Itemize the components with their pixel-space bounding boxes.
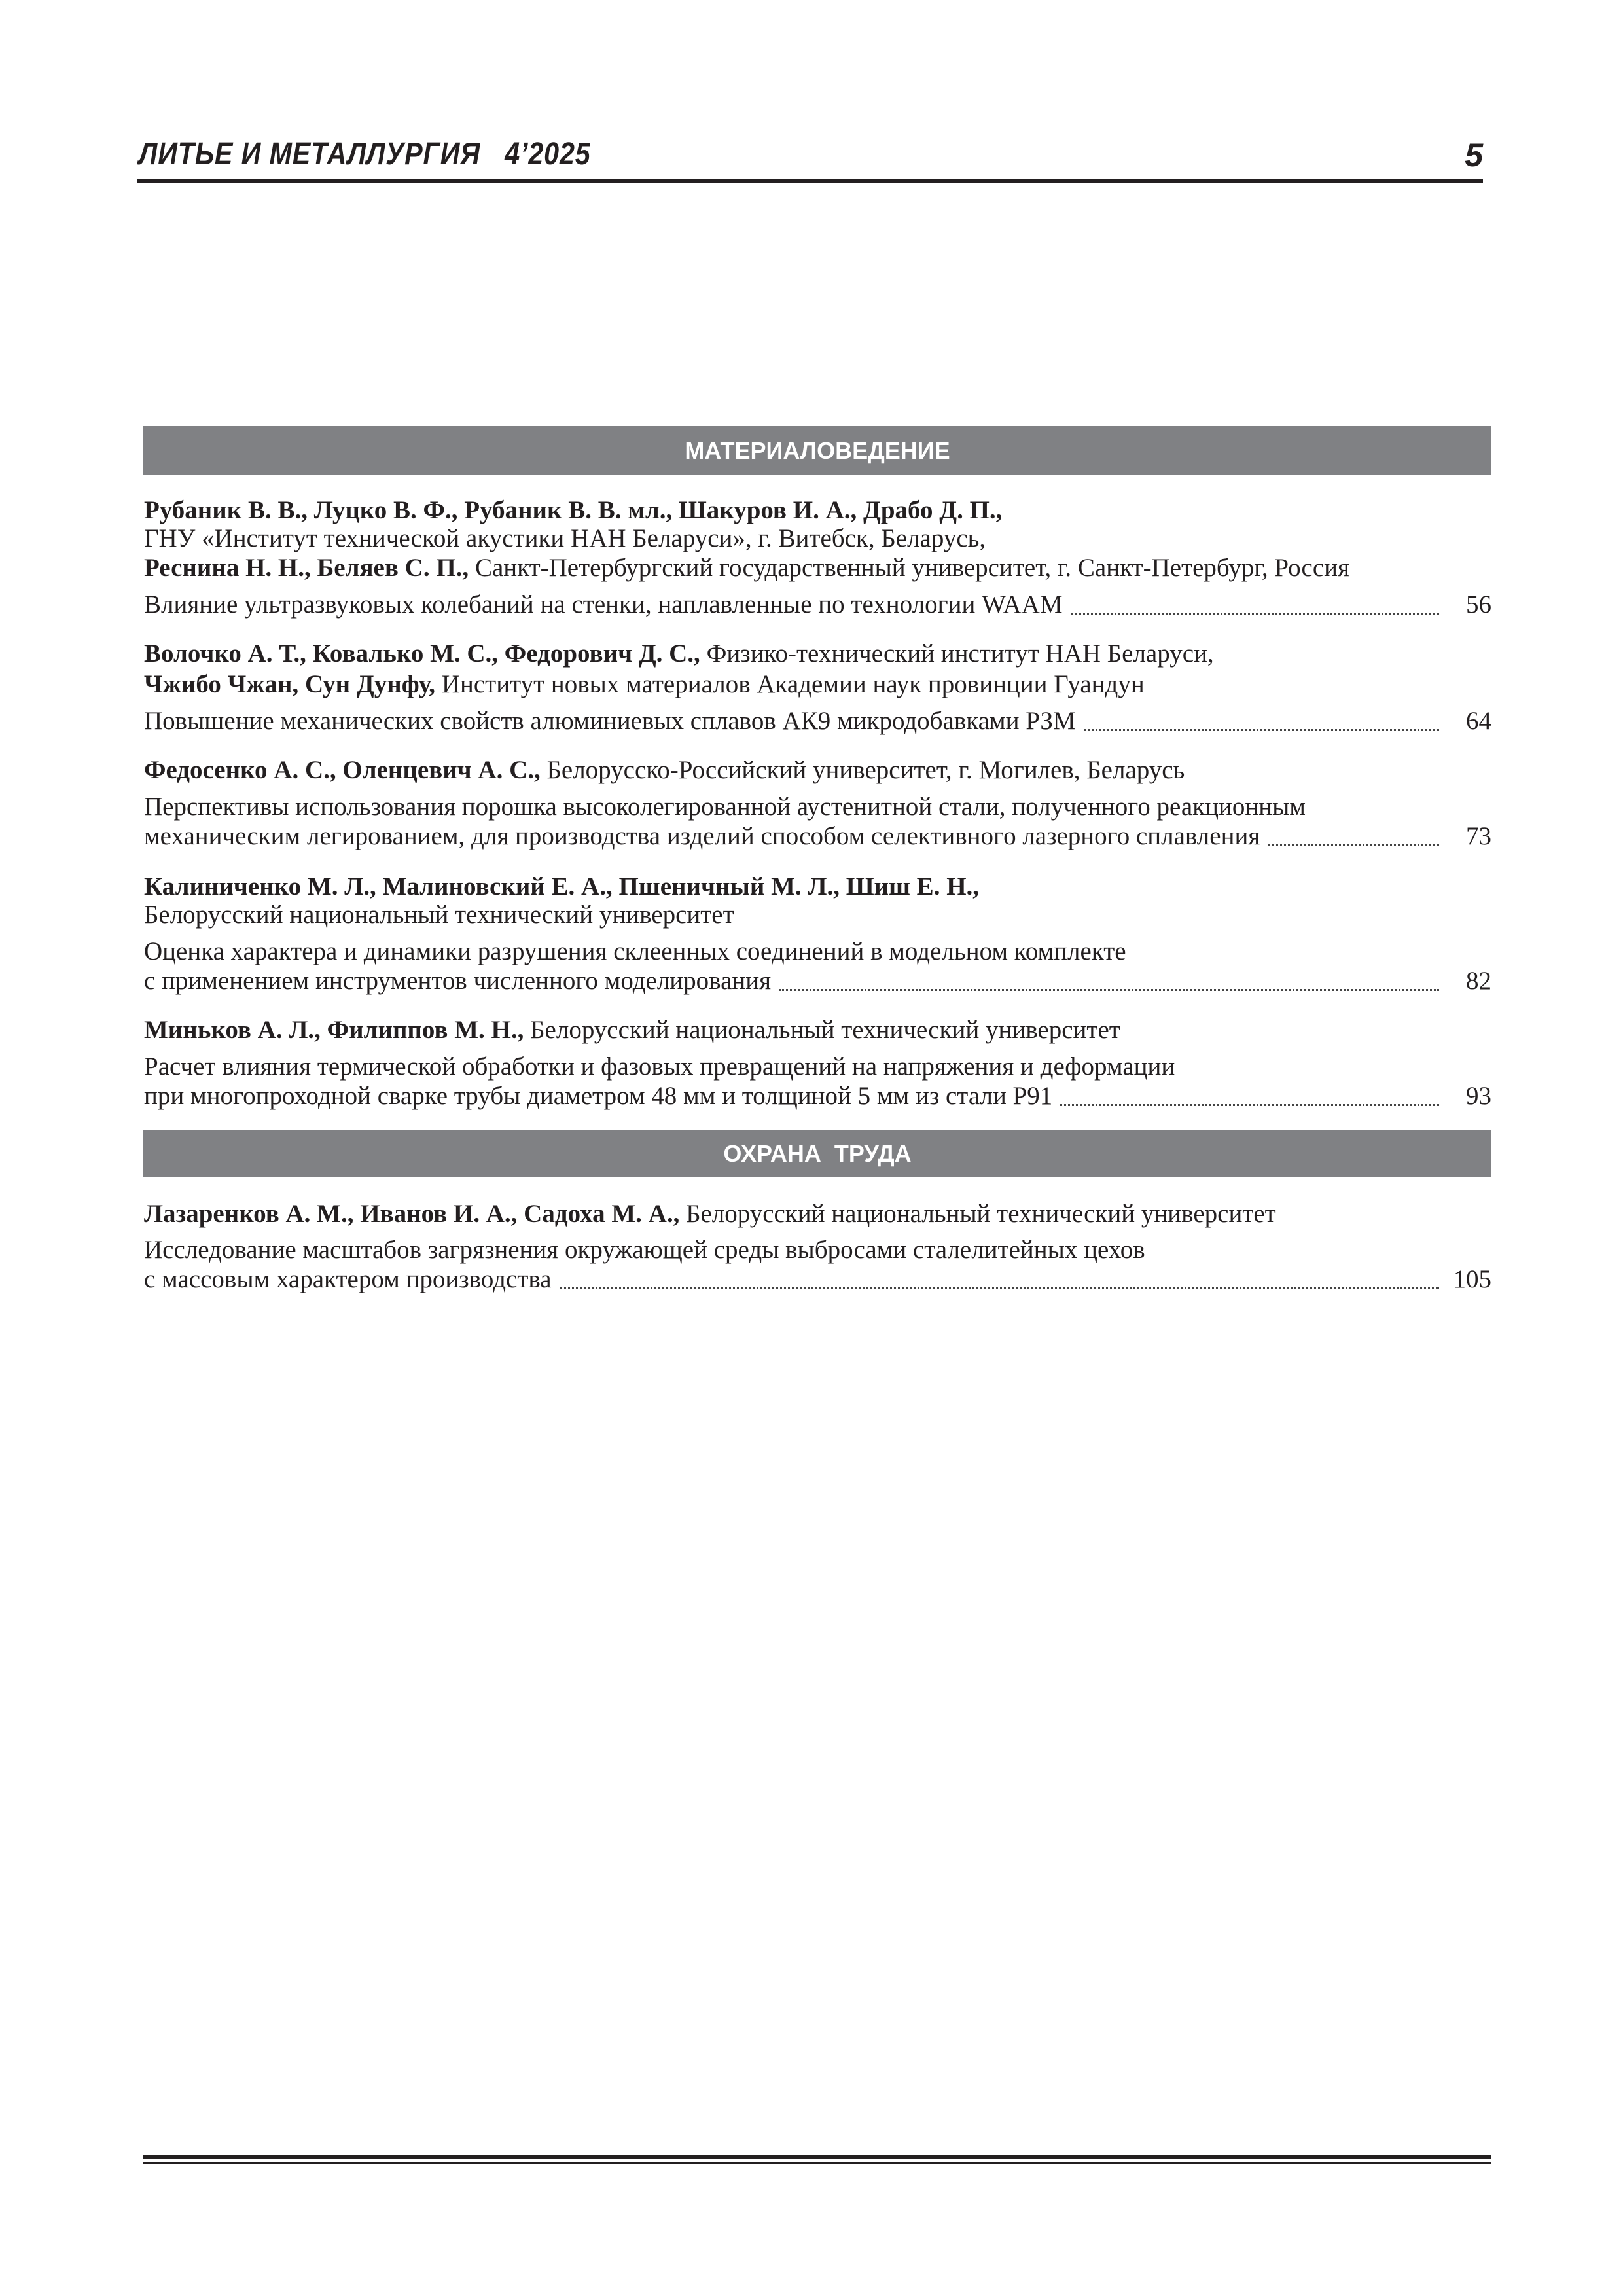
article-title: Исследование масштабов загрязнения окружающей среды выбросами сталелитейных цехов (144, 1236, 1145, 1264)
author-line (144, 756, 1491, 785)
toc-entry-link[interactable] (144, 1265, 1491, 1294)
author-line (144, 639, 1491, 668)
affiliation: Институт новых материалов Академии наук провинции Гуандун (435, 670, 1145, 698)
article-title[interactable]: с применением инструментов численного моделирования (144, 967, 772, 995)
toc-entry-link[interactable] (144, 822, 1491, 851)
footer-rule-thick (143, 2155, 1491, 2159)
article-page-number[interactable]: 64 (1466, 707, 1491, 735)
affiliation: ГНУ «Институт технической акустики НАН Беларуси», г. Витебск, Беларусь, (144, 524, 986, 552)
header-rule (137, 179, 1483, 183)
dot-leader (560, 1281, 1439, 1289)
author-names: Федосенко А. С., Оленцевич А. С., (144, 756, 541, 784)
dot-leader (779, 982, 1439, 991)
article-page-number[interactable]: 73 (1466, 822, 1491, 850)
affiliation: Физико-технический институт НАН Беларуси, (700, 639, 1214, 668)
toc-entry-link[interactable] (144, 967, 1491, 996)
author-line (144, 554, 1491, 583)
dot-leader (1060, 1098, 1439, 1106)
author-names: Лазаренков А. М., Иванов И. А., Садоха М. А., (144, 1200, 680, 1228)
author-names: Чжибо Чжан, Сун Дунфу, (144, 670, 436, 698)
journal-title: ЛИТЬЕ И МЕТАЛЛУРГИЯ 4’2025 (139, 137, 591, 171)
article-title[interactable]: при многопроходной сварке трубы диаметром 48 мм и толщиной 5 мм из стали Р91 (144, 1082, 1053, 1110)
section-header: МАТЕРИАЛОВЕДЕНИЕ (143, 426, 1491, 475)
article-page-number[interactable]: 56 (1466, 590, 1491, 619)
article-page-number[interactable]: 82 (1466, 967, 1491, 995)
author-line (144, 524, 1491, 553)
article-title[interactable]: Повышение механических свойств алюминиевых сплавов АК9 микродобавками РЗМ (144, 707, 1076, 735)
article-title-line (144, 1052, 1491, 1081)
affiliation: Белорусский национальный технический университет (144, 901, 734, 929)
dot-leader (1071, 606, 1439, 615)
author-names: Калиниченко М. Л., Малиновский Е. А., Пшеничный М. Л., Шиш Е. Н., (144, 872, 980, 901)
article-title: Перспективы использования порошка высоколегированной аустенитной стали, полученного реакционным (144, 793, 1306, 821)
affiliation: Белорусский национальный технический университет (524, 1016, 1120, 1044)
dot-leader (1084, 723, 1439, 731)
article-title: Оценка характера и динамики разрушения склеенных соединений в модельном комплекте (144, 937, 1126, 965)
author-names: Рубаник В. В., Луцко В. Ф., Рубаник В. В. мл., Шакуров И. А., Драбо Д. П., (144, 496, 1003, 524)
author-line (144, 1200, 1491, 1229)
article-page-number[interactable]: 105 (1453, 1265, 1491, 1293)
article-title[interactable]: с массовым характером производства (144, 1265, 552, 1293)
page-number: 5 (1465, 137, 1483, 173)
author-names: Миньков А. Л., Филиппов М. Н., (144, 1016, 524, 1044)
affiliation: Белорусско-Российский университет, г. Могилев, Беларусь (540, 756, 1185, 784)
affiliation: Белорусский национальный технический университет (679, 1200, 1276, 1228)
toc-entry-link[interactable] (144, 1082, 1491, 1111)
author-line (144, 670, 1491, 699)
author-names: Волочко А. Т., Ковалько М. С., Федорович Д. С., (144, 639, 700, 668)
affiliation: Санкт-Петербургский государственный университет, г. Санкт-Петербург, Россия (469, 554, 1349, 582)
dot-leader (1268, 838, 1439, 846)
article-title-line (144, 937, 1491, 966)
article-title[interactable]: механическим легированием, для производства изделий способом селективного лазерного сплавления (144, 822, 1260, 850)
author-line (144, 496, 1491, 525)
article-title-line (144, 793, 1491, 821)
author-names: Реснина Н. Н., Беляев С. П., (144, 554, 469, 582)
article-title-line (144, 1236, 1491, 1265)
section-header: ОХРАНА ТРУДА (143, 1130, 1491, 1177)
article-page-number[interactable]: 93 (1466, 1082, 1491, 1110)
toc-entry-link[interactable] (144, 707, 1491, 736)
article-title[interactable]: Влияние ультразвуковых колебаний на стенки, наплавленные по технологии WAAM (144, 590, 1063, 619)
article-title: Расчет влияния термической обработки и фазовых превращений на напряжения и деформации (144, 1052, 1175, 1081)
author-line (144, 1016, 1491, 1045)
footer-rule-thin (143, 2162, 1491, 2164)
author-line (144, 901, 1491, 929)
toc-entry-link[interactable] (144, 590, 1491, 619)
author-line (144, 872, 1491, 901)
